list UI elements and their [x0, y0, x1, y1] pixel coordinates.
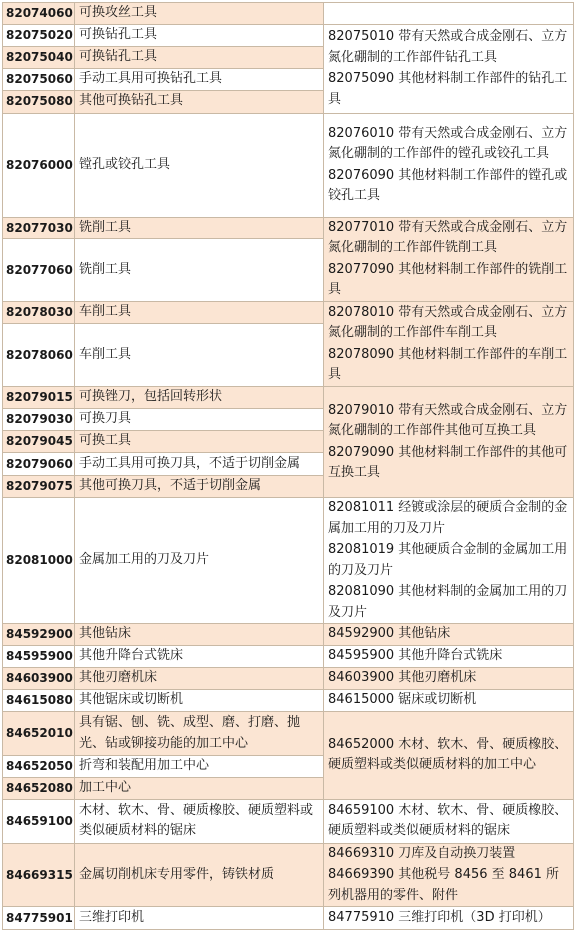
old-code-cell: 84659100	[3, 799, 75, 843]
old-code-cell: 82079060	[3, 453, 75, 476]
old-code-cell: 82075020	[3, 25, 75, 47]
table-row	[3, 843, 574, 907]
new-code-entry: 82076010 带有天然或合成金刚石、立方氮化硼制的工作部件的镗孔或铰孔工具	[328, 125, 568, 161]
old-name-cell: 其他刃磨机床	[75, 668, 324, 690]
old-code-cell: 82075040	[3, 46, 75, 68]
old-name-cell: 车削工具	[75, 302, 324, 324]
old-name-cell: 铣削工具	[75, 239, 324, 302]
table-row	[3, 498, 574, 624]
old-name-cell: 手动工具用可换刀具，不适于切削金属	[75, 453, 324, 476]
new-code-cell	[324, 387, 574, 498]
new-code-cell	[324, 646, 574, 668]
new-code-cell	[324, 690, 574, 712]
old-code-cell: 82077030	[3, 217, 75, 239]
old-name-cell: 其他可换钻孔工具	[75, 90, 324, 113]
old-code-cell: 82079030	[3, 409, 75, 431]
old-name-cell: 可换攻丝工具	[75, 3, 324, 25]
old-code-cell: 82074060	[3, 3, 75, 25]
old-code-cell: 84603900	[3, 668, 75, 690]
old-name-cell: 其他锯床或切断机	[75, 690, 324, 712]
old-name-cell: 加工中心	[75, 778, 324, 800]
old-code-cell: 82078030	[3, 302, 75, 324]
new-code-cell	[324, 217, 574, 302]
old-name-cell: 镗孔或铰孔工具	[75, 113, 324, 217]
new-code-entry: 84669390 其他税号 8456 至 8461 所列机器用的零件、附件	[328, 867, 559, 903]
new-code-cell	[324, 3, 574, 25]
old-name-cell: 其他可换刀具，不适于切削金属	[75, 476, 324, 498]
old-name-cell: 可换刀具	[75, 409, 324, 431]
table-row	[3, 646, 574, 668]
table-row	[3, 113, 574, 217]
old-code-cell: 82079075	[3, 476, 75, 498]
new-code-cell	[324, 907, 574, 930]
new-code-entry: 84659100 木材、软木、骨、硬质橡胶、硬质塑料或类似硬质材料的锯床	[328, 802, 568, 838]
old-code-cell: 82075060	[3, 68, 75, 90]
old-code-cell: 82077060	[3, 239, 75, 302]
tariff-mapping-table	[2, 2, 574, 930]
new-code-cell	[324, 25, 574, 114]
new-code-entry: 82079010 带有天然或合成金刚石、立方氮化硼制的工作部件其他可互换工具	[328, 402, 568, 438]
old-name-cell: 铣削工具	[75, 217, 324, 239]
new-code-entry: 82075090 其他材料制工作部件的钻孔工具	[328, 71, 568, 107]
table-row	[3, 624, 574, 646]
new-code-entry: 84775910 三维打印机（3D 打印机）	[328, 909, 551, 925]
old-name-cell: 可换钻孔工具	[75, 25, 324, 47]
old-name-cell: 可换锉刀，包括回转形状	[75, 387, 324, 409]
table-row	[3, 907, 574, 930]
table-row	[3, 690, 574, 712]
new-code-entry: 84603900 其他刃磨机床	[328, 670, 477, 686]
new-code-entry: 84615000 锯床或切断机	[328, 692, 477, 708]
old-code-cell: 84592900	[3, 624, 75, 646]
old-code-cell: 84652080	[3, 778, 75, 800]
old-name-cell: 可换工具	[75, 431, 324, 453]
old-name-cell: 其他升降台式铣床	[75, 646, 324, 668]
new-code-cell	[324, 302, 574, 387]
old-name-cell: 具有锯、刨、铣、成型、磨、打磨、抛光、钻或铆接功能的加工中心	[75, 712, 324, 756]
table-row	[3, 712, 574, 756]
new-code-entry: 84652000 木材、软木、骨、硬质橡胶、硬质塑料或类似硬质材料的加工中心	[328, 736, 568, 773]
new-code-cell	[324, 498, 574, 624]
old-code-cell: 82079015	[3, 387, 75, 409]
old-name-cell: 三维打印机	[75, 907, 324, 930]
table-row	[3, 25, 574, 47]
new-code-entry: 82081090 其他材料制的金属加工用的刀及刀片	[328, 584, 568, 620]
old-name-cell: 车削工具	[75, 324, 324, 387]
new-code-entry: 82081019 其他硬质合金制的金属加工用的刀及刀片	[328, 542, 568, 578]
old-code-cell: 82081000	[3, 498, 75, 624]
new-code-entry: 82075010 带有天然或合成金刚石、立方氮化硼制的工作部件钻孔工具	[328, 29, 568, 65]
old-code-cell: 84652050	[3, 756, 75, 778]
new-code-entry: 82078090 其他材料制工作部件的车削工具	[328, 346, 568, 382]
new-code-entry: 84592900 其他钻床	[328, 626, 451, 642]
new-code-cell	[324, 712, 574, 800]
new-code-cell	[324, 624, 574, 646]
old-code-cell: 84669315	[3, 843, 75, 907]
new-code-entry: 82076090 其他材料制工作部件的镗孔或铰孔工具	[328, 167, 568, 203]
table-row	[3, 302, 574, 324]
old-code-cell: 82078060	[3, 324, 75, 387]
old-name-cell: 木材、软木、骨、硬质橡胶、硬质塑料或类似硬质材料的锯床	[75, 799, 324, 843]
old-name-cell: 其他钻床	[75, 624, 324, 646]
old-code-cell: 84615080	[3, 690, 75, 712]
new-code-entry: 84595900 其他升降台式铣床	[328, 648, 503, 664]
table-row	[3, 799, 574, 843]
old-name-cell: 手动工具用可换钻孔工具	[75, 68, 324, 90]
new-code-entry: 82078010 带有天然或合成金刚石、立方氮化硼制的工作部件车削工具	[328, 304, 568, 340]
new-code-cell	[324, 668, 574, 690]
new-code-cell	[324, 843, 574, 907]
new-code-cell	[324, 113, 574, 217]
old-name-cell: 金属加工用的刀及刀片	[75, 498, 324, 624]
new-code-entry: 84669310 刀库及自动换刀装置	[328, 845, 516, 861]
new-code-entry: 82077090 其他材料制工作部件的铣削工具	[328, 261, 568, 298]
old-code-cell: 82076000	[3, 113, 75, 217]
new-code-entry: 82081011 经镀或涂层的硬质合金制的金属加工用的刀及刀片	[328, 500, 568, 536]
new-code-entry: 82079090 其他材料制工作部件的其他可互换工具	[328, 444, 568, 480]
table-row	[3, 3, 574, 25]
old-name-cell: 可换钻孔工具	[75, 46, 324, 68]
new-code-cell	[324, 799, 574, 843]
table-row	[3, 387, 574, 409]
table-row	[3, 668, 574, 690]
table-row	[3, 217, 574, 239]
old-name-cell: 金属切削机床专用零件，铸铁材质	[75, 843, 324, 907]
old-name-cell: 折弯和装配用加工中心	[75, 756, 324, 778]
old-code-cell: 84652010	[3, 712, 75, 756]
old-code-cell: 82079045	[3, 431, 75, 453]
old-code-cell: 84775901	[3, 907, 75, 930]
new-code-entry: 82077010 带有天然或合成金刚石、立方氮化硼制的工作部件铣削工具	[328, 219, 568, 256]
old-code-cell: 84595900	[3, 646, 75, 668]
old-code-cell: 82075080	[3, 90, 75, 113]
